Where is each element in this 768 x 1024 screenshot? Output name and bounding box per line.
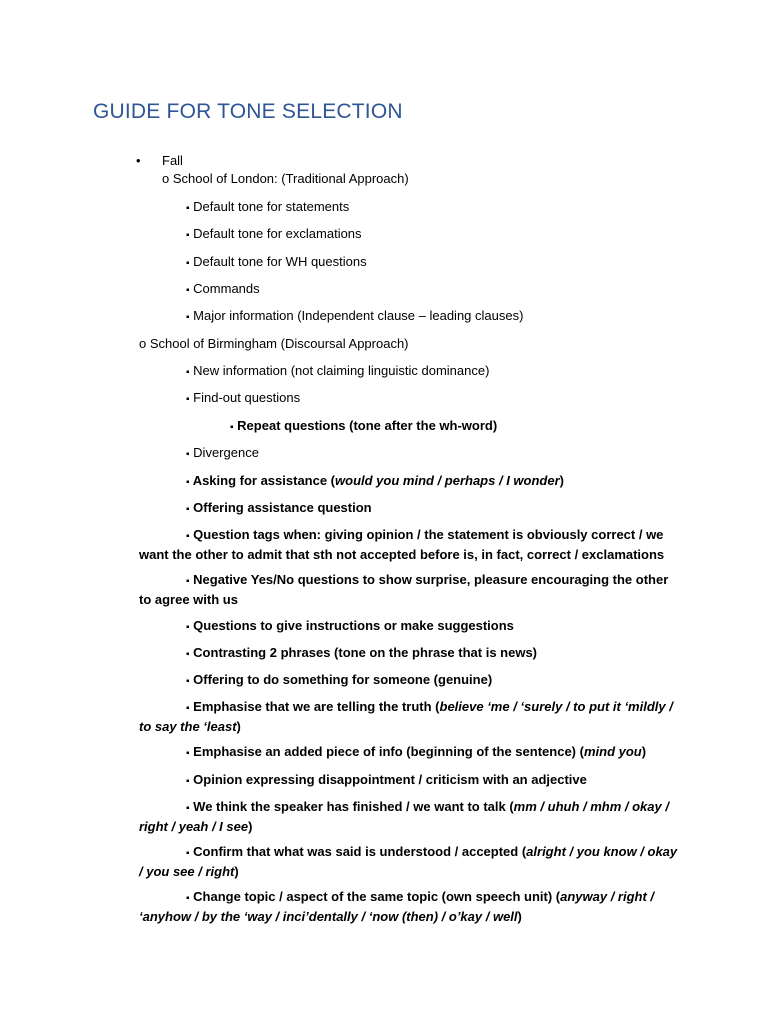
list-item: ▪ Commands xyxy=(186,281,260,296)
list-item-paragraph: ▪ We think the speaker has finished / we want to talk (mm / uhuh / mhm / okay / right / yeah / I see) xyxy=(139,799,669,834)
list-item: ▪ Find-out questions xyxy=(186,390,301,405)
list-item: ▪ Major information (Independent clause – leading clauses) xyxy=(186,308,524,323)
list-item-sub: ▪ Repeat questions (tone after the wh-word) xyxy=(230,418,498,433)
list-item-paragraph: ▪ Confirm that what was said is understood / accepted (alright / you know / okay / you see / right) xyxy=(139,844,678,879)
document-title: GUIDE FOR TONE SELECTION xyxy=(93,100,403,123)
list-item-paragraph: ▪ Negative Yes/No questions to show surprise, pleasure encouraging the other to agree with us xyxy=(139,572,669,607)
list-item-paragraph: ▪ Emphasise that we are telling the truth (believe ‘me / ‘surely / to put it ‘mildly / to say the ‘least) xyxy=(139,699,673,734)
london-heading: o School of London: (Traditional Approach) xyxy=(162,171,409,186)
list-item: ▪ Offering to do something for someone (genuine) xyxy=(186,672,493,687)
birmingham-heading: o School of Birmingham (Discoursal Approach) xyxy=(139,336,409,351)
list-item: ▪ Default tone for statements xyxy=(186,199,350,214)
list-item: ▪ Questions to give instructions or make suggestions xyxy=(186,618,514,633)
list-item-paragraph: ▪ Question tags when: giving opinion / the statement is obviously correct / we want the other to admit that sth not accepted before is, in fact, correct / exclamations xyxy=(139,527,665,562)
fall-label: Fall xyxy=(162,153,183,168)
list-item: ▪ Asking for assistance (would you mind / perhaps / I wonder) xyxy=(186,473,564,488)
bullet-item-fall xyxy=(136,153,183,168)
list-item: ▪ Offering assistance question xyxy=(186,500,372,515)
list-item-paragraph: ▪ Change topic / aspect of the same topic (own speech unit) (anyway / right / ‘anyhow / by the ‘way / inci’dentally / ‘now (then) / o’kay / well) xyxy=(139,889,655,924)
list-item: ▪ New information (not claiming linguistic dominance) xyxy=(186,363,490,378)
list-item: ▪ Default tone for WH questions xyxy=(186,254,367,269)
list-item: ▪ Contrasting 2 phrases (tone on the phrase that is news) xyxy=(186,645,538,660)
bullet-symbol: • xyxy=(136,153,141,168)
list-item: ▪ Default tone for exclamations xyxy=(186,226,362,241)
list-item: ▪ Divergence xyxy=(186,445,259,460)
list-item: ▪ Emphasise an added piece of info (beginning of the sentence) (mind you) xyxy=(186,744,647,759)
list-item: ▪ Opinion expressing disappointment / criticism with an adjective xyxy=(186,772,587,787)
